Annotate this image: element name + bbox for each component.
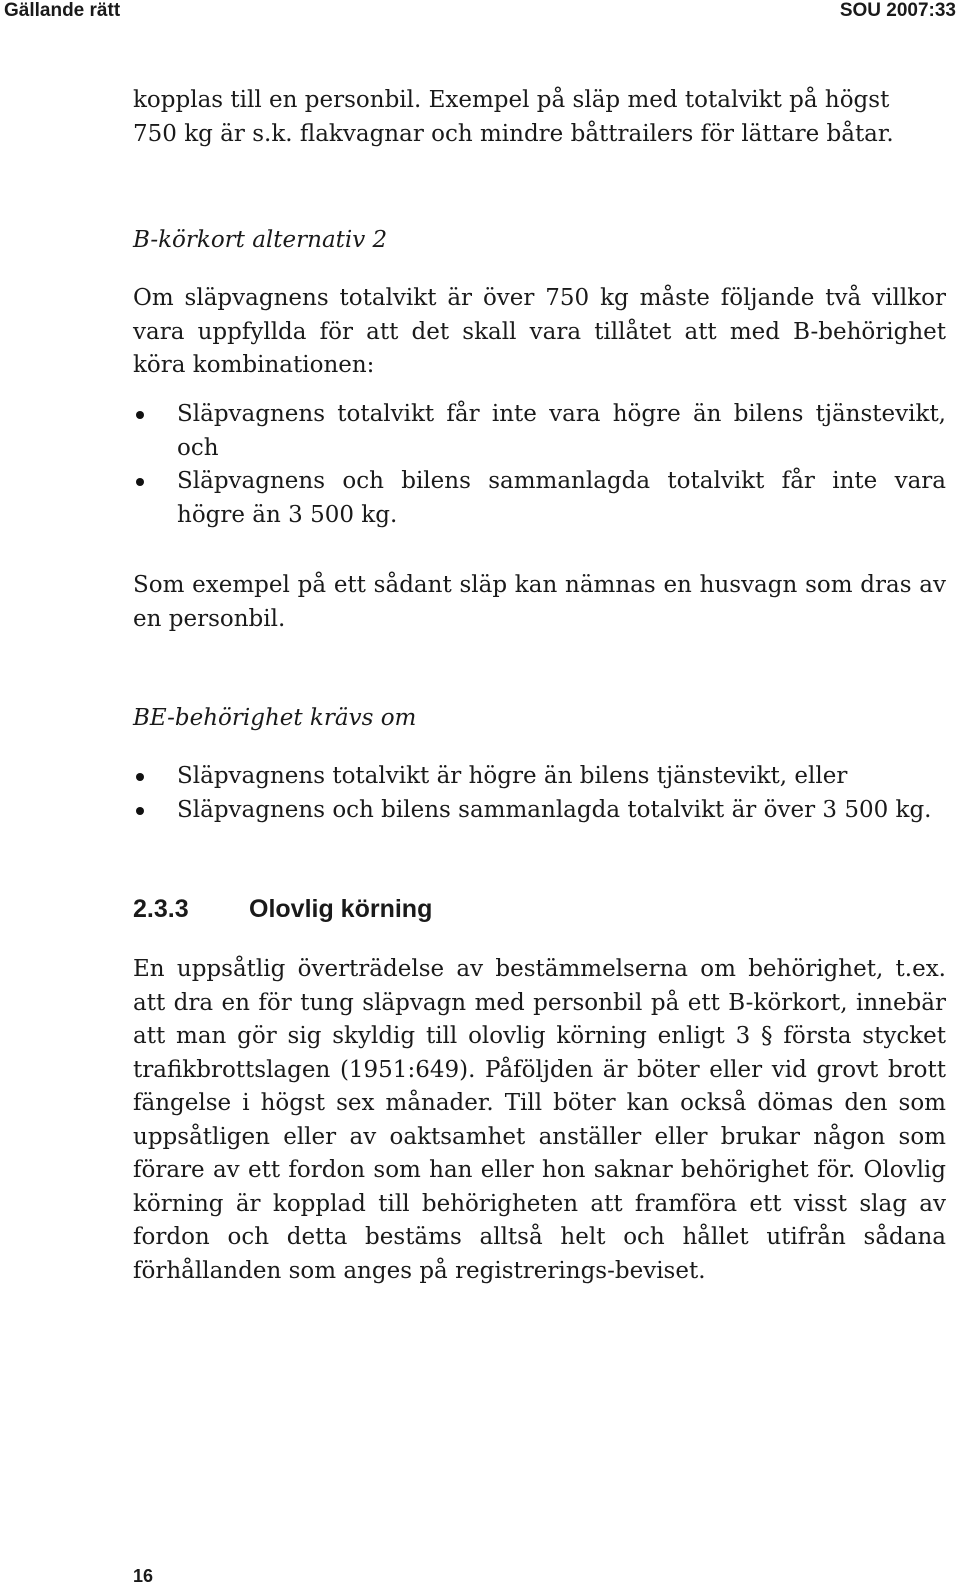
be-bullet-list [133, 760, 946, 827]
list-item [133, 794, 946, 828]
list-item-text: Släpvagnens totalvikt får inte vara högre än bilens tjänstevikt, och [177, 401, 946, 461]
list-item [133, 398, 946, 465]
subheading-b-alternativ-2: B-körkort alternativ 2 [133, 227, 388, 253]
list-item [133, 465, 946, 532]
list-item [133, 760, 946, 794]
page-header [0, 0, 960, 26]
b2-bullet-list [133, 398, 946, 532]
example-paragraph: Som exempel på ett sådant släp kan nämnas en husvagn som dras av en personbil. [133, 572, 946, 632]
header-document-id: SOU 2007:33 [839, 0, 956, 21]
intro-line-1: kopplas till en personbil. Exempel på släp med totalvikt på högst [133, 87, 890, 113]
list-item-text: Släpvagnens och bilens sammanlagda totalvikt får inte vara högre än 3 500 kg. [177, 468, 946, 528]
page-number: 16 [133, 1566, 154, 1586]
bullet-icon [136, 807, 144, 815]
bullet-icon [136, 773, 144, 781]
list-item-text: Släpvagnens totalvikt är högre än bilens tjänstevikt, eller [177, 763, 848, 789]
bullet-icon [136, 411, 144, 419]
section-heading [133, 895, 432, 924]
olovlig-korning-paragraph: En uppsåtlig överträdelse av bestämmelserna om behörighet, t.ex. att dra en för tung släpvagn med personbil på ett B-körkort, innebär att man gör sig skyldig till olovlig körning enligt 3 § första stycket trafikbrottslagen (1951:649). Påföljden är böter eller vid grovt brott fängelse i högst sex månader. Till böter kan också dömas den som uppsåtligen eller av oaktsamhet anställer eller brukar någon som förare av ett fordon som han eller hon saknar behörighet för. Olovlig körning är kopplad till behörigheten att framföra ett visst slag av fordon och detta bestäms alltså helt och hållet utifrån sådana förhållanden som anges på registrerings-beviset. [133, 956, 946, 1284]
section-number: 2.3.3 [133, 895, 189, 923]
b2-paragraph: Om släpvagnens totalvikt är över 750 kg måste följande två villkor vara uppfyllda för att det skall vara tillåtet att med B-behörighet köra kombinationen: [133, 285, 946, 378]
bullet-icon [136, 478, 144, 486]
subheading-be-behorighet: BE-behörighet krävs om [133, 705, 417, 731]
intro-line-2: 750 kg är s.k. flakvagnar och mindre båttrailers för lättare båtar. [133, 120, 894, 147]
header-section-title: Gällande rätt [4, 0, 121, 21]
section-title: Olovlig körning [249, 895, 433, 923]
intro-paragraph [133, 84, 946, 151]
list-item-text: Släpvagnens och bilens sammanlagda totalvikt är över 3 500 kg. [177, 796, 932, 823]
